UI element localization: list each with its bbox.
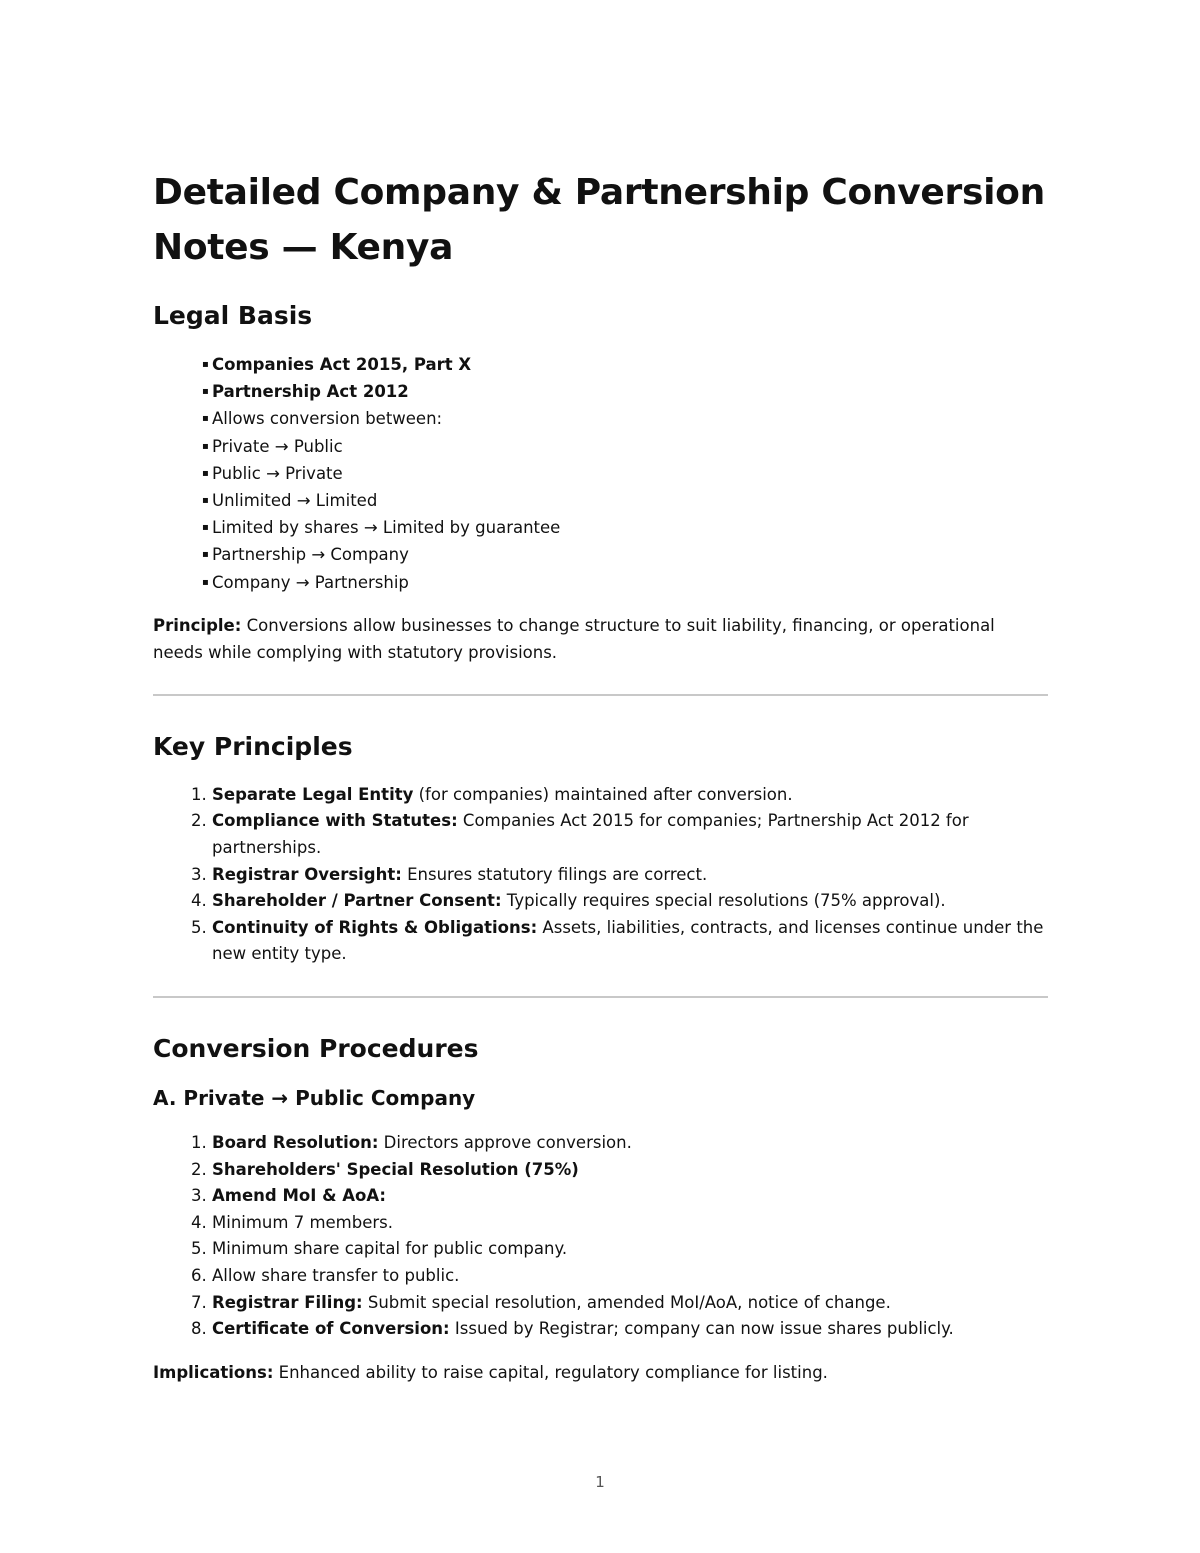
list-item: 5. Continuity of Rights & Obligations: Assets, liabilities, contracts, and licenses continue under the new entity type. (212, 915, 1048, 968)
legal-basis-list (153, 351, 1048, 596)
section-divider (153, 996, 1048, 998)
list-item: 3. Amend MoI & AoA: (212, 1183, 1048, 1210)
key-principles-heading: Key Principles (153, 731, 353, 761)
section-divider (153, 694, 1048, 696)
list-item: 8. Certificate of Conversion: Issued by Registrar; company can now issue shares publicly. (212, 1316, 1048, 1343)
list-item: ▪ Private → Public (203, 433, 1048, 460)
list-item: ▪ Company → Partnership (203, 569, 1048, 596)
list-item: 5. Minimum share capital for public company. (212, 1236, 1048, 1263)
list-item: 1. Separate Legal Entity (for companies) maintained after conversion. (212, 782, 1048, 809)
list-item: ▪ Public → Private (203, 460, 1048, 487)
list-item: ▪ Companies Act 2015, Part X (203, 351, 1048, 378)
principle-paragraph (153, 612, 1048, 666)
implications-label: Implications: (153, 1362, 274, 1382)
private-to-public-heading: A. Private → Public Company (153, 1085, 476, 1110)
implications-paragraph (153, 1359, 1048, 1386)
list-item: 4. Minimum 7 members. (212, 1210, 1048, 1237)
list-item: ▪ Partnership → Company (203, 541, 1048, 568)
list-item: 1. Board Resolution: Directors approve conversion. (212, 1130, 1048, 1157)
page-number: 1 (595, 1473, 605, 1491)
principle-label: Principle: (153, 615, 242, 635)
document-title: Detailed Company & Partnership Conversion Notes — Kenya (153, 172, 1045, 268)
list-item: ▪ Allows conversion between: (203, 405, 1048, 432)
list-item: 4. Shareholder / Partner Consent: Typically requires special resolutions (75% approval). (212, 888, 1048, 915)
list-item: 2. Compliance with Statutes: Companies Act 2015 for companies; Partnership Act 2012 for partnerships. (212, 808, 1048, 861)
document-page (153, 165, 1048, 1386)
list-item: 3. Registrar Oversight: Ensures statutory filings are correct. (212, 862, 1048, 889)
key-principles-list (153, 782, 1048, 968)
list-item: 7. Registrar Filing: Submit special resolution, amended MoI/AoA, notice of change. (212, 1290, 1048, 1317)
list-item: 2. Shareholders' Special Resolution (75%) (212, 1157, 1048, 1184)
list-item: 6. Allow share transfer to public. (212, 1263, 1048, 1290)
principle-text: Conversions allow businesses to change structure to suit liability, financing, or operational needs while complying with statutory provisions. (153, 615, 995, 662)
list-item: ▪ Unlimited → Limited (203, 487, 1048, 514)
list-item: ▪ Partnership Act 2012 (203, 378, 1048, 405)
legal-basis-heading: Legal Basis (153, 301, 313, 330)
conversion-procedures-heading: Conversion Procedures (153, 1033, 479, 1063)
private-to-public-steps (153, 1130, 1048, 1343)
implications-text: Enhanced ability to raise capital, regulatory compliance for listing. (273, 1362, 828, 1382)
list-item: ▪ Limited by shares → Limited by guarantee (203, 514, 1048, 541)
